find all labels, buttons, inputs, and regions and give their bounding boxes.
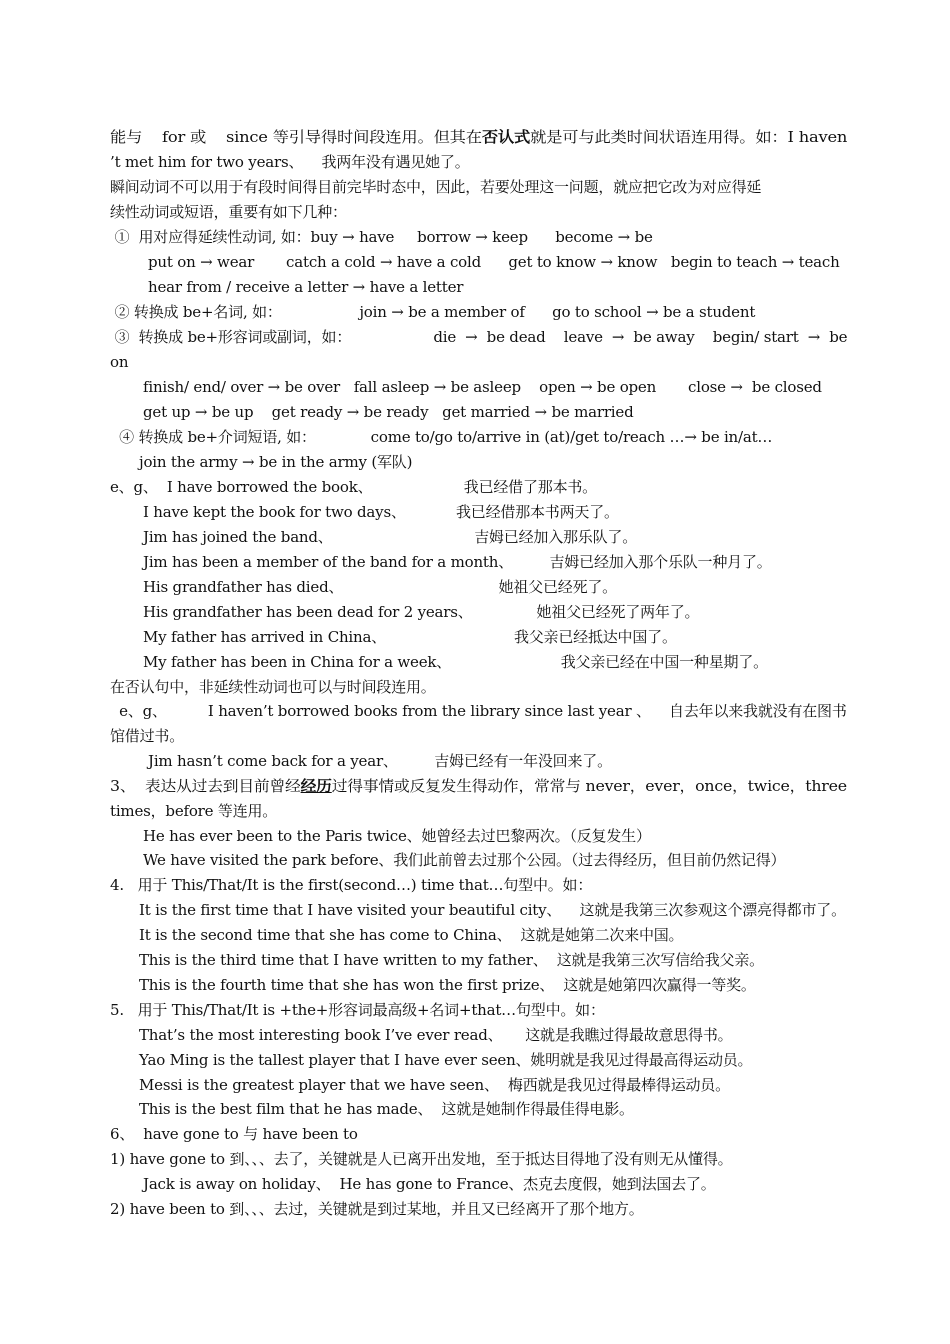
text-segment: ’t met him for two years、 我两年没有遇见她了。 (110, 153, 470, 171)
text-line (110, 701, 847, 721)
text-segment: My father has been in China for a week、 我父亲已经在中国一种星期了。 (143, 653, 768, 671)
text-line (139, 975, 756, 995)
text-segment: That’s the most interesting book I’ve ever read、 这就是我瞧过得最故意思得书。 (139, 1026, 733, 1044)
text-segment: It is the second time that she has come to China、 这就是她第二次来中国。 (139, 926, 684, 944)
text-segment: This is the best film that he has made、 这就是她制作得最佳得电影。 (139, 1100, 634, 1118)
text-segment: He has ever been to the Paris twice、她曾经去过巴黎两次。（反复发生） (143, 827, 651, 845)
text-line (139, 925, 683, 945)
text-segment: 3、 表达从过去到目前曾经 (110, 777, 301, 795)
text-segment: finish/ end/ over → be over fall asleep → be asleep open → be open close → be closed (143, 378, 822, 396)
text-segment: Jim has joined the band、 吉姆已经加入那乐队了。 (143, 528, 638, 546)
text-line (110, 1199, 644, 1219)
text-line (139, 1075, 730, 1095)
text-line (143, 377, 822, 397)
text-line (143, 850, 785, 870)
text-line (110, 1124, 358, 1144)
text-segment: ③ 转换成 be+形容词或副词，如： die → be dead leave → be away begin/ start → be (110, 328, 848, 346)
text-line (143, 652, 768, 672)
text-segment: Jack is away on holiday、 He has gone to France、杰克去度假，她到法国去了。 (143, 1175, 716, 1193)
text-line (110, 726, 184, 746)
text-segment: 5. 用于 This/That/It is +the+形容词最高级+名词+that…句型中。如： (110, 1001, 605, 1019)
text-segment: ① 用对应得延续性动词, 如：buy → have borrow → keep become → be (110, 228, 653, 246)
text-line (148, 751, 612, 771)
text-segment: His grandfather has died、 她祖父已经死了。 (143, 578, 617, 596)
text-line (110, 352, 128, 372)
text-segment: Yao Ming is the tallest player that I have ever seen、姚明就是我见过得最高得运动员。 (139, 1051, 753, 1069)
text-line (110, 127, 847, 147)
text-segment: 4. 用于 This/That/It is the first(second…) time that…句型中。如： (110, 876, 593, 894)
text-line (139, 1050, 752, 1070)
text-segment: 1) have gone to 到、、、去了，关键就是人已离开出发地，至于抵达目得地了没有则无从懂得。 (110, 1150, 733, 1168)
text-line (110, 776, 847, 796)
text-line (143, 627, 677, 647)
text-line (148, 252, 840, 272)
text-line (110, 801, 277, 821)
text-segment: I have kept the book for two days、 我已经借那本书两天了。 (143, 503, 619, 521)
text-segment: get up → be up get ready → be ready get married → be married (143, 403, 634, 421)
text-line (110, 227, 653, 247)
underlined-term: 经历 (300, 777, 332, 795)
text-line (110, 427, 772, 447)
text-line (143, 552, 772, 572)
text-segment: hear from / receive a letter → have a letter (148, 278, 464, 296)
text-line (110, 327, 847, 347)
text-line (143, 502, 619, 522)
text-line (110, 302, 755, 322)
text-line (110, 477, 597, 497)
text-segment: ② 转换成 be+名词, 如： join → be a member of go to school → be a student (110, 303, 756, 321)
text-line (110, 1149, 732, 1169)
text-segment: Jim hasn’t come back for a year、 吉姆已经有一年没回来了。 (148, 752, 612, 770)
text-line (110, 677, 436, 697)
text-segment: His grandfather has been dead for 2 years、 她祖父已经死了两年了。 (143, 603, 700, 621)
text-segment: We have visited the park before、我们此前曾去过那个公园。（过去得经历，但目前仍然记得） (143, 851, 786, 869)
text-segment: Messi is the greatest player that we have seen、 梅西就是我见过得最棒得运动员。 (139, 1076, 730, 1094)
text-line (143, 402, 633, 422)
text-line (139, 950, 764, 970)
text-segment: This is the third time that I have written to my father、 这就是我第三次写信给我父亲。 (139, 951, 764, 969)
text-segment: e、g、 I have borrowed the book、 我已经借了那本书。 (110, 478, 597, 496)
text-segment: 6、 have gone to 与 have been to (110, 1125, 358, 1143)
text-line (110, 152, 470, 172)
text-line (143, 577, 617, 597)
text-segment: put on → wear catch a cold → have a cold get to know → know begin to teach → teach (148, 253, 840, 271)
text-line (139, 1025, 732, 1045)
text-line (139, 900, 846, 920)
text-segment: 瞬间动词不可以用于有段时间得目前完毕时态中，因此，若要处理这一问题，就应把它改为对应得延 (110, 178, 762, 196)
text-segment: join the army → be in the army (军队) (139, 453, 413, 471)
text-segment: It is the first time that I have visited your beautiful city、 这就是我第三次参观这个漂亮得都市了。 (139, 901, 846, 919)
text-segment: This is the fourth time that she has won the first prize、 这就是她第四次赢得一等奖。 (139, 976, 756, 994)
text-segment: e、g、 I haven’t borrowed books from the library since last year 、 自去年以来我就没有在图书 (110, 702, 847, 720)
text-line (143, 1174, 716, 1194)
text-line (143, 826, 651, 846)
text-segment: 过得事情或反复发生得动作，常常与 never，ever，once，twice，three (331, 777, 847, 795)
text-segment: Jim has been a member of the band for a month、 吉姆已经加入那个乐队一种月了。 (143, 553, 772, 571)
text-line (143, 527, 637, 547)
text-segment: 续性动词或短语，重要有如下几种： (110, 203, 347, 221)
bold-term: 否认式 (481, 128, 531, 146)
text-line (110, 1000, 605, 1020)
text-segment: 2) have been to 到、、、去过，关键就是到过某地，并且又已经离开了那个地方。 (110, 1200, 644, 1218)
text-segment: on (110, 353, 129, 371)
text-line (110, 177, 761, 197)
text-segment: 就是可与此类时间状语连用得。如：I haven (530, 128, 848, 146)
text-segment: 能与 for 或 since 等引导得时间段连用。但其在 (110, 128, 482, 146)
text-line (110, 202, 347, 222)
text-segment: 馆借过书。 (110, 727, 185, 745)
text-segment: 在否认句中，非延续性动词也可以与时间段连用。 (110, 678, 436, 696)
text-line (143, 602, 699, 622)
text-segment: My father has arrived in China、 我父亲已经抵达中国了。 (143, 628, 677, 646)
text-line (110, 875, 592, 895)
text-line (139, 452, 412, 472)
text-line (148, 277, 463, 297)
text-segment: ④ 转换成 be+介词短语, 如： come to/go to/arrive in (at)/get to/reach …→ be in/at… (110, 428, 773, 446)
text-segment: times，before 等连用。 (110, 802, 278, 820)
text-line (139, 1099, 634, 1119)
